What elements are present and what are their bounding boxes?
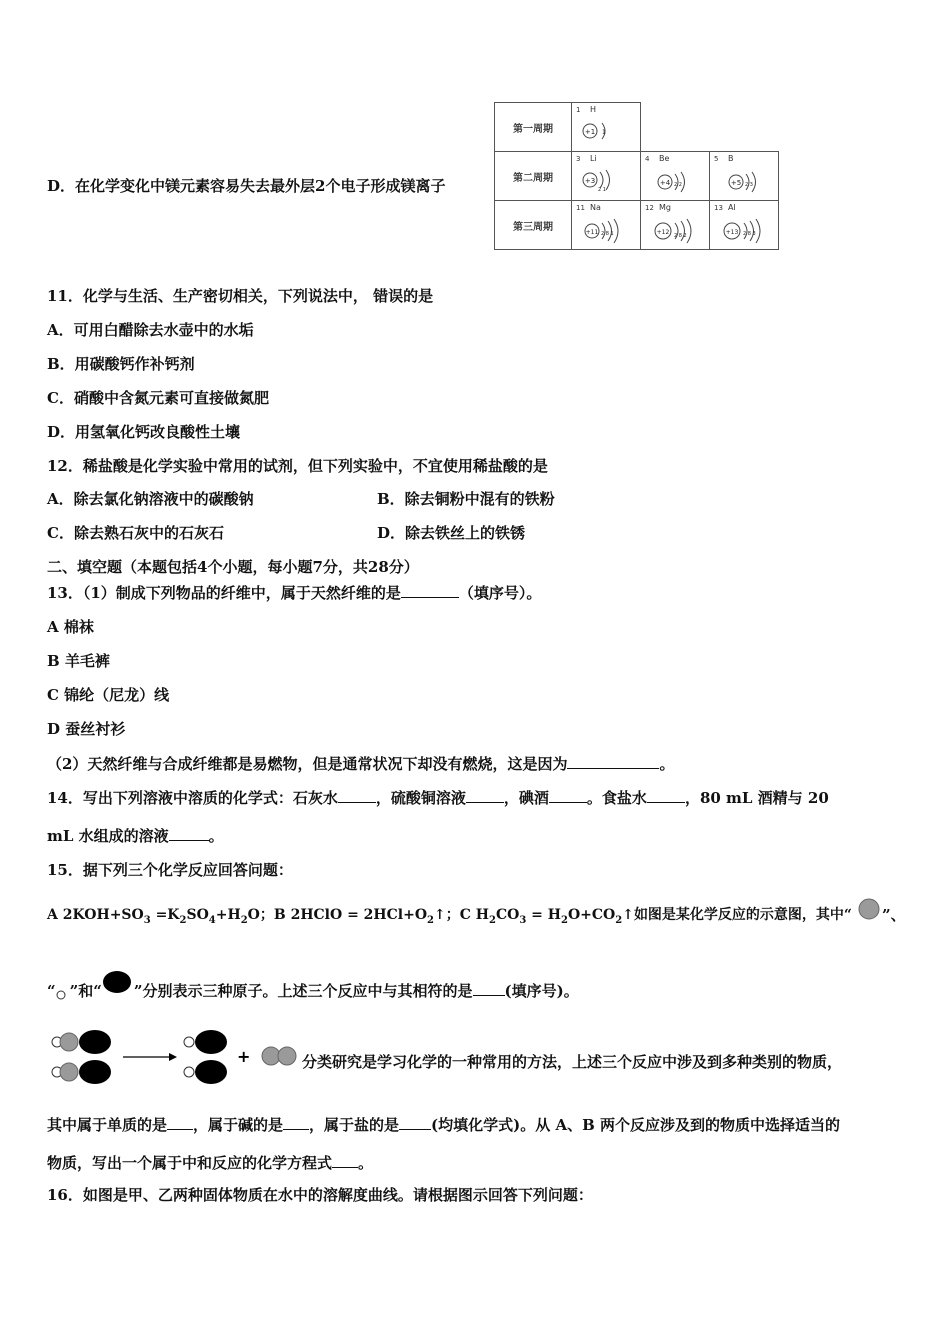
q11-option-c: C．硝酸中含氮元素可直接做氮肥 — [47, 389, 269, 407]
q12-option-d: D．除去铁丝上的铁锈 — [377, 524, 526, 542]
product-molecule-3 — [262, 1047, 296, 1065]
element-cell-b: 5 B +5 2 3 — [710, 152, 779, 201]
q15-blank-element[interactable] — [167, 1115, 193, 1130]
svg-text:+3: +3 — [584, 177, 596, 185]
reaction-a: A $2KOH+SO_3 =K_2SO_4+H_2O$；B 2HClO = $2HCl+O_2↑$；C $H_2CO_3$ = $H_2O+CO_2↑$ — [47, 907, 634, 926]
q14-line2: mL 水组成的溶液 。 — [47, 827, 224, 845]
period-2-label: 第二周期 — [495, 152, 572, 201]
section-2-heading: 二、填空题（本题包括4个小题，每小题7分，共28分） — [47, 558, 419, 576]
q15-stem: 15．据下列三个化学反应回答问题： — [47, 861, 293, 879]
h-shells: 1 — [602, 129, 606, 136]
svg-text:2 3: 2 3 — [745, 182, 753, 188]
q13-option-d: D 蚕丝衬衫 — [47, 720, 126, 738]
q15-line3: 物质，写出一个属于中和反应的化学方程式 。 — [47, 1154, 374, 1172]
element-cell-be: 4 Be +4 2 2 — [641, 152, 710, 201]
q14-blank-saltwater[interactable] — [647, 788, 685, 803]
element-cell-li: 3 Li +3 2 1 — [572, 152, 641, 201]
q15-match-blank[interactable] — [473, 981, 505, 996]
svg-text:2 2: 2 2 — [674, 182, 682, 188]
svg-text:2 8 2: 2 8 2 — [674, 233, 687, 239]
q13-option-b: B 羊毛裤 — [47, 652, 110, 670]
q11-option-d: D．用氢氧化钙改良酸性土壤 — [47, 423, 241, 441]
q10-option-d: D．在化学变化中镁元素容易失去最外层2个电子形成镁离子 — [47, 177, 446, 195]
q13-option-a: A 棉袜 — [47, 618, 94, 636]
black-atom-icon — [101, 970, 133, 994]
svg-text:+5: +5 — [730, 179, 742, 187]
element-cell-na: 11 Na +11 2 8 1 — [572, 201, 641, 250]
svg-text:2 8 1: 2 8 1 — [601, 231, 614, 237]
q15-reactions: A $2KOH+SO_3 =K_2SO_4+H_2O$；B 2HClO = $2HCl+O_2↑$；C $H_2CO_3$ = $H_2O+CO_2↑$如图是某化学反应的示意图，其中“ — [47, 907, 852, 926]
period-1-label: 第一周期 — [495, 103, 572, 152]
q13-option-c: C 锦纶（尼龙）线 — [47, 686, 170, 704]
product-molecule-2 — [184, 1060, 227, 1084]
q15-line2: 其中属于单质的是 ，属于碱的是 ，属于盐的是 (均填化学式)。从 A、B 两个反应涉及到的物质中选择适当的 — [47, 1116, 841, 1134]
q15-blank-salt[interactable] — [399, 1115, 431, 1130]
q16-stem: 16．如图是甲、乙两种固体物质在水中的溶解度曲线。请根据图示回答下列问题： — [47, 1186, 593, 1204]
q15-classification-text: 分类研究是学习化学的一种常用的方法，上述三个反应中涉及到多种类别的物质， — [302, 1053, 843, 1071]
q13-stem: 13．（1）制成下列物品的纤维中，属于天然纤维的是 （填序号）。 — [47, 584, 542, 602]
small-white-atom-icon — [55, 986, 67, 1000]
reaction-arrow-icon — [123, 1053, 177, 1061]
reactant-molecule-2 — [52, 1060, 111, 1084]
svg-text:+4: +4 — [659, 179, 671, 187]
q14-blank-copper-sulfate[interactable] — [466, 788, 504, 803]
q15-blank-base[interactable] — [283, 1115, 309, 1130]
svg-text:+11: +11 — [585, 229, 599, 236]
q11-stem: 11．化学与生活、生产密切相关，下列说法中， 错误的是 — [47, 287, 434, 305]
q14-blank-alcohol-solution[interactable] — [169, 826, 209, 841]
q12-stem: 12．稀盐酸是化学实验中常用的试剂，但下列实验中，不宜使用稀盐酸的是 — [47, 457, 548, 475]
element-cell-h: 1 H +1 1 — [572, 103, 641, 152]
q14-line1: 14．写出下列溶液中溶质的化学式：石灰水 ，硫酸铜溶液 ，碘酒 。食盐水 ，80 mL 酒精与 20 — [47, 789, 829, 807]
q15-quote-close-1: ”、 — [882, 906, 906, 924]
element-cell-al: 13 Al +13 2 8 3 — [710, 201, 779, 250]
periodic-table-figure — [494, 102, 779, 250]
element-cell-mg: 12 Mg +12 2 8 2 — [641, 201, 710, 250]
q12-option-b: B．除去铜粉中混有的铁粉 — [377, 490, 555, 508]
q14-blank-iodine[interactable] — [549, 788, 587, 803]
plus-sign: + — [237, 1047, 251, 1066]
svg-text:+12: +12 — [656, 229, 670, 236]
q14-blank-limewater[interactable] — [338, 788, 376, 803]
svg-text:+13: +13 — [725, 229, 739, 236]
q13-part2: （2）天然纤维与合成纤维都是易燃物，但是通常状况下却没有燃烧，这是因为 。 — [47, 755, 675, 773]
q12-option-a: A．除去氯化钠溶液中的碳酸钠 — [47, 490, 254, 508]
q13-answer-blank[interactable] — [401, 583, 459, 598]
reaction-diagram — [47, 1028, 302, 1088]
period-3-label: 第三周期 — [495, 201, 572, 250]
q12-option-c: C．除去熟石灰中的石灰石 — [47, 524, 224, 542]
svg-text:2 8 3: 2 8 3 — [743, 231, 756, 237]
svg-text:2 1: 2 1 — [598, 187, 606, 193]
reactant-molecule-1 — [52, 1030, 111, 1054]
q13-part2-blank[interactable] — [567, 754, 659, 769]
q15-blank-equation[interactable] — [332, 1153, 358, 1168]
h-nucleus: +1 — [584, 128, 596, 136]
q15-atoms-line: “ ”和“ ”分别表示三种原子。上述三个反应中与其相符的是 (填序号)。 — [47, 982, 579, 1000]
q11-option-a: A．可用白醋除去水壶中的水垢 — [47, 321, 254, 339]
grey-atom-icon — [857, 897, 881, 921]
product-molecule-1 — [184, 1030, 227, 1054]
q11-option-b: B．用碳酸钙作补钙剂 — [47, 355, 195, 373]
